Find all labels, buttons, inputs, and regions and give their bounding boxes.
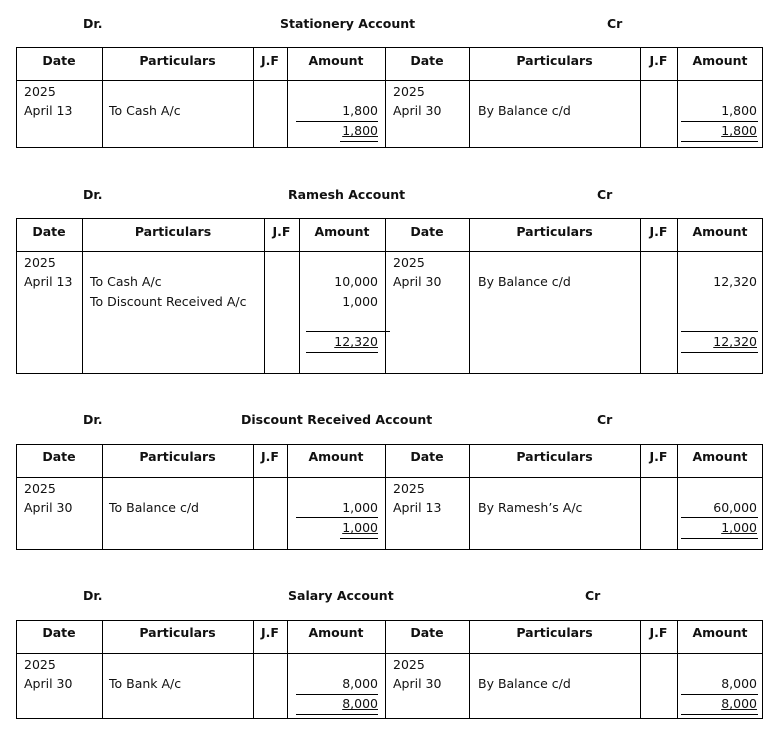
credit-year: 2025 (393, 481, 425, 496)
dr-label: Dr. (83, 187, 103, 202)
col-particulars: Particulars (139, 625, 216, 640)
col-amount: Amount (692, 625, 748, 640)
debit-amount: 8,000 (342, 676, 378, 691)
debit-particular: To Bank A/c (109, 676, 182, 691)
col-date: Date (410, 224, 444, 239)
debit-particular: To Balance c/d (109, 500, 199, 515)
debit-year: 2025 (24, 84, 56, 99)
credit-year: 2025 (393, 84, 425, 99)
credit-total: 8,000 (721, 696, 757, 711)
col-amount: Amount (308, 625, 364, 640)
debit-total: 1,800 (342, 123, 378, 138)
col-jf: J.F (261, 449, 279, 464)
credit-date: April 30 (393, 676, 442, 691)
col-amount: Amount (308, 449, 364, 464)
cr-label: Cr (607, 16, 623, 31)
col-particulars: Particulars (516, 449, 593, 464)
debit-date: April 30 (24, 676, 73, 691)
col-amount: Amount (692, 224, 748, 239)
dr-label: Dr. (83, 16, 103, 31)
cr-label: Cr (585, 588, 601, 603)
col-date: Date (410, 625, 444, 640)
col-amount: Amount (692, 53, 748, 68)
credit-particular: By Balance c/d (478, 676, 571, 691)
account-title: Ramesh Account (288, 187, 406, 202)
credit-total: 1,800 (721, 123, 757, 138)
col-amount: Amount (308, 53, 364, 68)
credit-date: April 30 (393, 103, 442, 118)
credit-total: 1,000 (721, 520, 757, 535)
cr-label: Cr (597, 187, 613, 202)
debit-total: 12,320 (334, 334, 378, 349)
credit-date: April 13 (393, 500, 442, 515)
col-jf: J.F (649, 449, 668, 464)
debit-particular: To Cash A/c (109, 103, 181, 118)
col-particulars: Particulars (516, 625, 593, 640)
col-date: Date (42, 625, 76, 640)
debit-year: 2025 (24, 657, 56, 672)
credit-total: 12,320 (713, 334, 757, 349)
debit-date: April 13 (24, 274, 73, 289)
col-date: Date (410, 449, 444, 464)
debit-date: April 13 (24, 103, 73, 118)
cr-label: Cr (597, 412, 613, 427)
credit-particular: By Balance c/d (478, 274, 571, 289)
credit-date: April 30 (393, 274, 442, 289)
col-jf: J.F (272, 224, 291, 239)
credit-amount: 60,000 (713, 500, 757, 515)
debit-total: 1,000 (342, 520, 378, 535)
col-date: Date (42, 53, 76, 68)
col-jf: J.F (649, 53, 668, 68)
col-particulars: Particulars (139, 449, 216, 464)
col-particulars: Particulars (516, 53, 593, 68)
debit-year: 2025 (24, 255, 56, 270)
col-jf: J.F (261, 625, 279, 640)
debit-year: 2025 (24, 481, 56, 496)
col-jf: J.F (649, 224, 668, 239)
credit-year: 2025 (393, 255, 425, 270)
credit-amount: 8,000 (721, 676, 757, 691)
debit-total: 8,000 (342, 696, 378, 711)
debit-date: April 30 (24, 500, 73, 515)
credit-year: 2025 (393, 657, 425, 672)
col-date: Date (32, 224, 66, 239)
col-amount: Amount (692, 449, 748, 464)
account-title: Stationery Account (280, 16, 416, 31)
col-particulars: Particulars (516, 224, 593, 239)
dr-label: Dr. (83, 412, 103, 427)
credit-amount: 1,800 (721, 103, 757, 118)
credit-particular: By Balance c/d (478, 103, 571, 118)
debit-particular: To Discount Received A/c (90, 294, 247, 309)
col-amount: Amount (314, 224, 370, 239)
debit-amount: 1,800 (342, 103, 378, 118)
credit-particular: By Ramesh’s A/c (478, 500, 583, 515)
col-date: Date (42, 449, 76, 464)
dr-label: Dr. (83, 588, 103, 603)
account-title: Salary Account (288, 588, 394, 603)
debit-particular: To Cash A/c (90, 274, 162, 289)
col-jf: J.F (649, 625, 668, 640)
col-jf: J.F (261, 53, 279, 68)
col-date: Date (410, 53, 444, 68)
debit-amount: 10,000 (334, 274, 378, 289)
debit-amount: 1,000 (342, 294, 378, 309)
account-title: Discount Received Account (241, 412, 433, 427)
col-particulars: Particulars (139, 53, 216, 68)
debit-amount: 1,000 (342, 500, 378, 515)
col-particulars: Particulars (134, 224, 212, 239)
credit-amount: 12,320 (713, 274, 757, 289)
